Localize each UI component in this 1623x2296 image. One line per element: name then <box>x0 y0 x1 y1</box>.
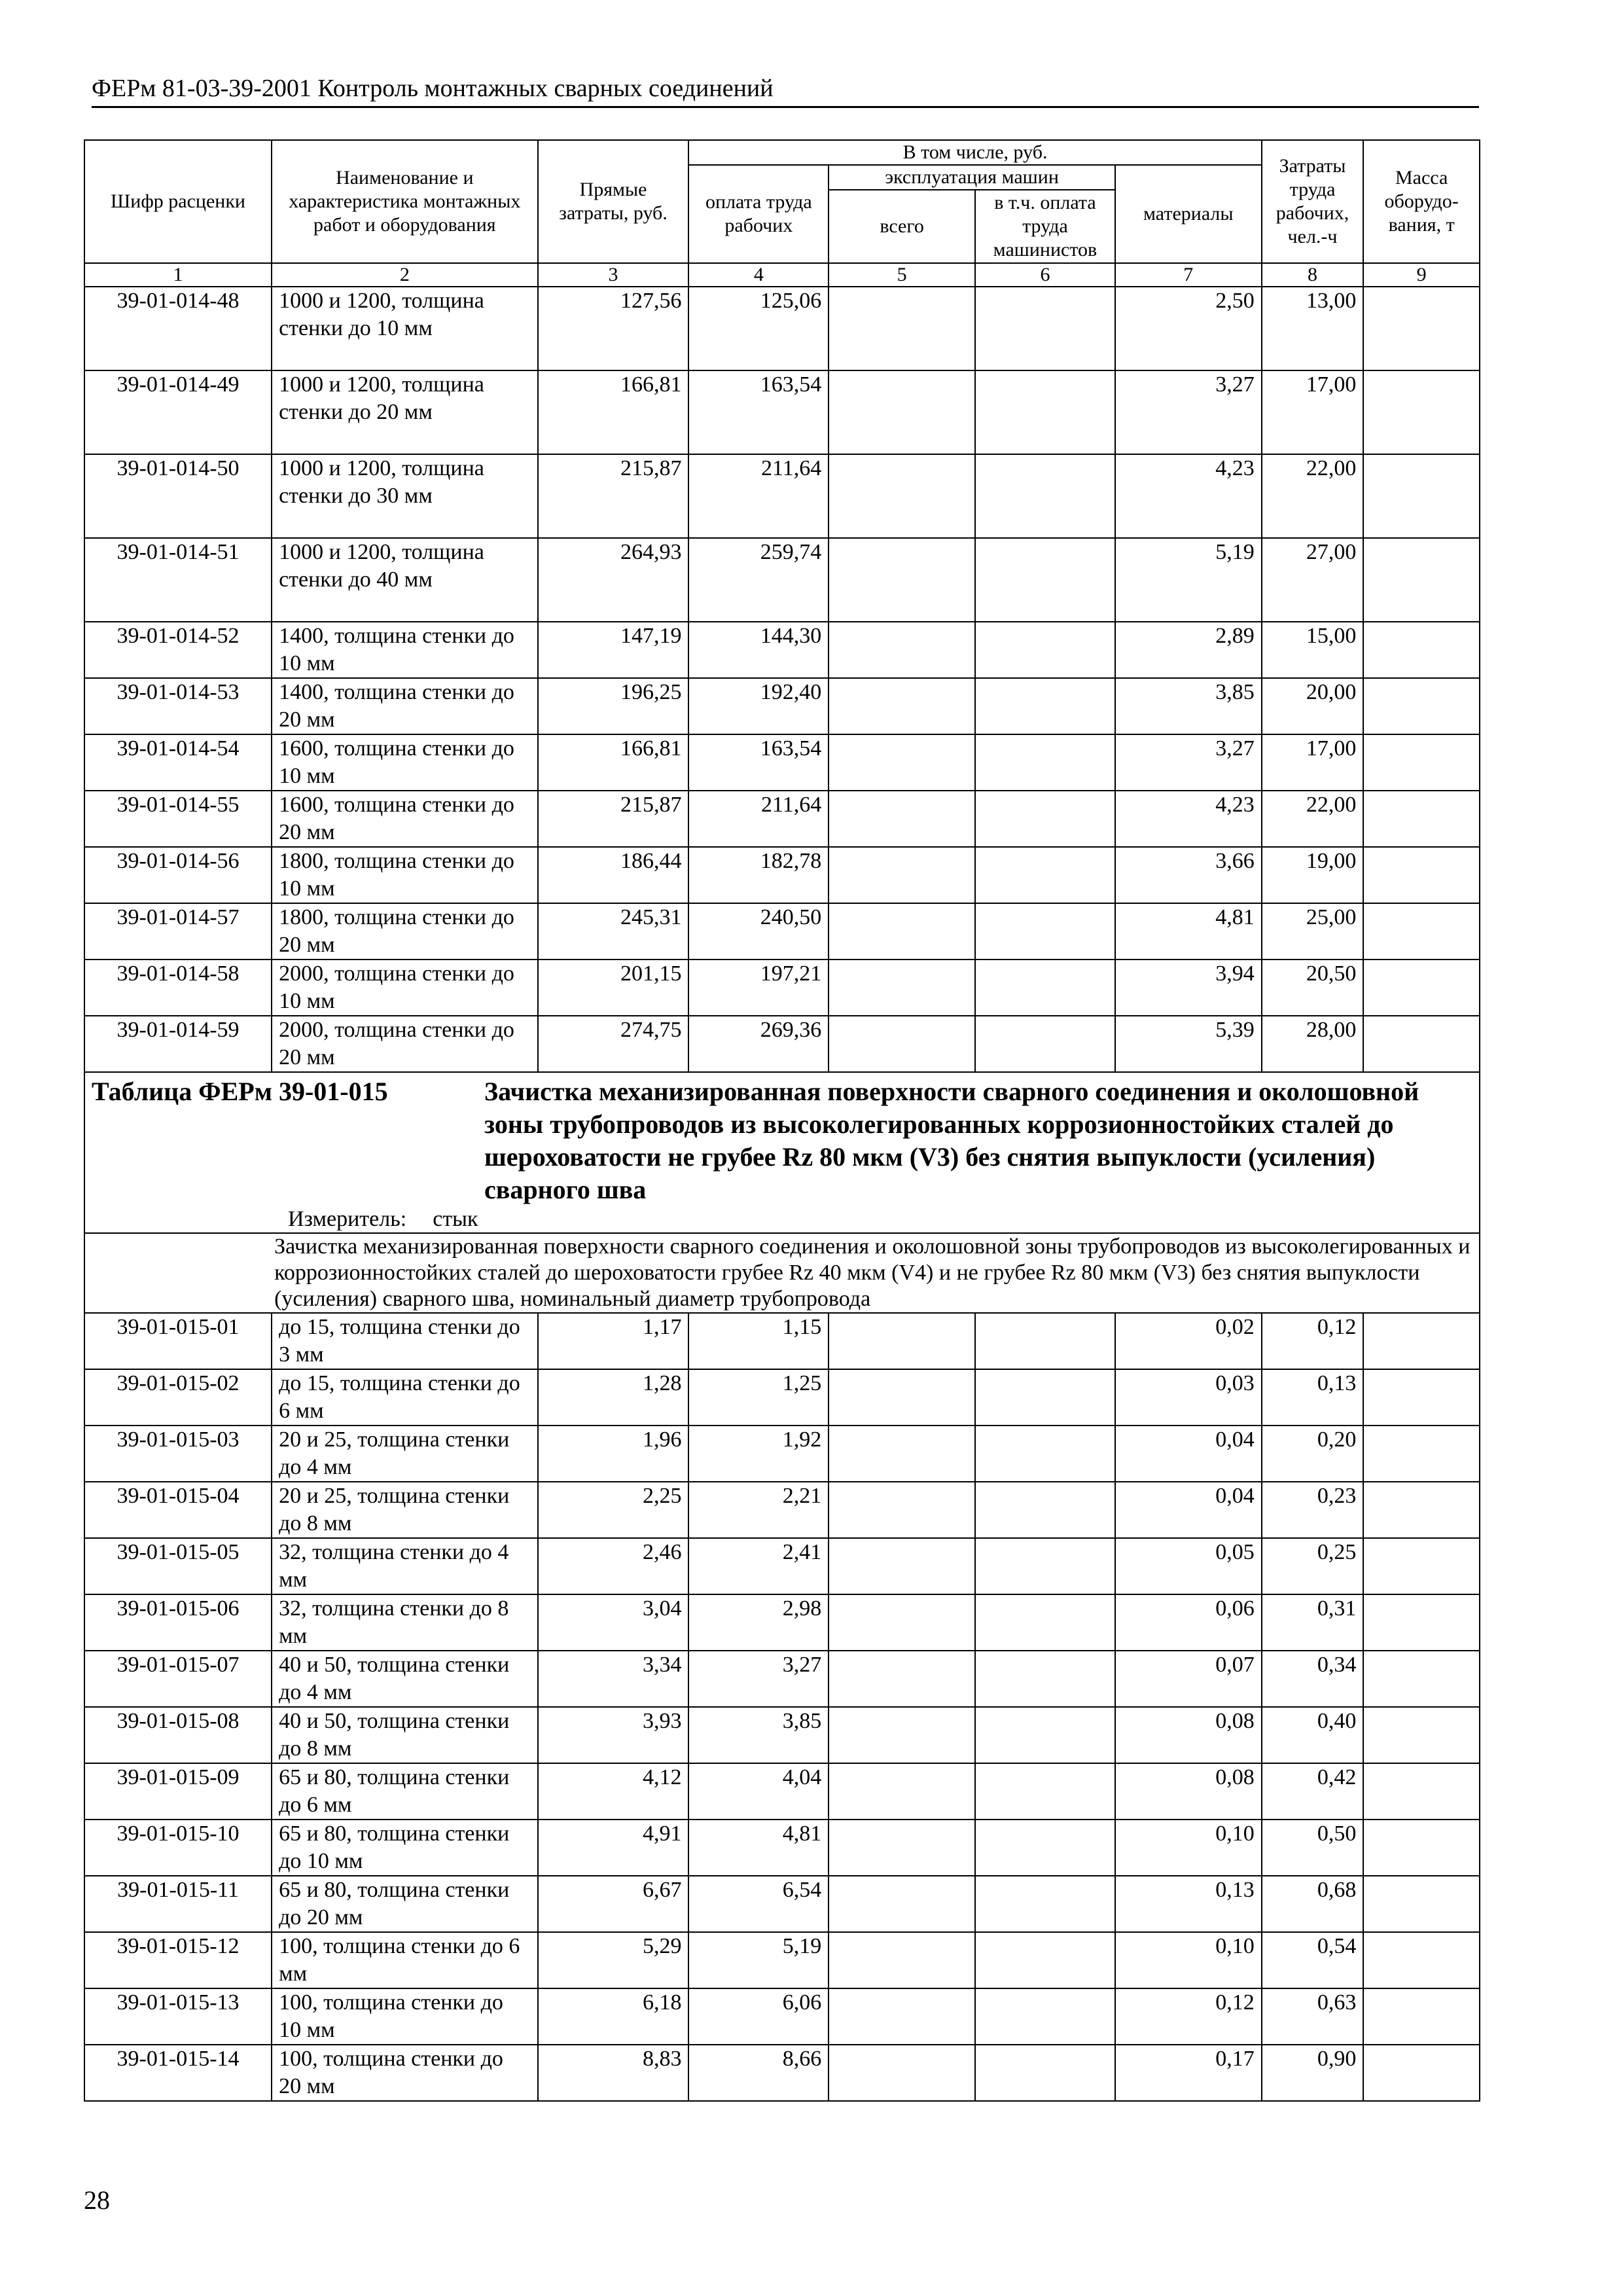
row-name: 40 и 50, толщина стенки до 8 мм <box>272 1707 538 1763</box>
row-machines-wages <box>975 847 1115 903</box>
row-direct-cost: 4,12 <box>538 1763 689 1820</box>
row-machines-wages <box>975 1016 1115 1072</box>
row-machines-wages <box>975 287 1115 370</box>
row-machines-wages <box>975 1426 1115 1482</box>
table-row <box>84 1932 1480 1988</box>
table-row <box>84 791 1480 847</box>
row-machines-total <box>829 2045 975 2101</box>
row-labor: 0,31 <box>1262 1594 1364 1651</box>
row-machines-wages <box>975 1988 1115 2045</box>
row-code: 39-01-014-49 <box>84 370 272 454</box>
section-description: Зачистка механизированная поверхности сварного соединения и околошовной зоны трубопроводов из высоколегированных и коррозионностойких сталей до шероховатости грубее Rz 40 мкм (V4) и не грубее Rz 80 мкм (V3) без снятия выпуклости (усиления) сварного шва, номинальный диаметр трубопровода <box>272 1233 1480 1313</box>
row-direct-cost: 215,87 <box>538 454 689 538</box>
row-machines-total <box>829 287 975 370</box>
row-machines-total <box>829 1763 975 1820</box>
column-number: 1 <box>84 263 272 287</box>
row-wages: 163,54 <box>688 370 829 454</box>
row-labor: 28,00 <box>1262 1016 1364 1072</box>
table-caption-row <box>84 1072 1480 1233</box>
row-direct-cost: 215,87 <box>538 791 689 847</box>
row-machines-total <box>829 1876 975 1932</box>
row-wages: 4,81 <box>688 1820 829 1876</box>
column-numbers-row <box>84 263 1480 287</box>
row-wages: 259,74 <box>688 538 829 622</box>
row-machines-wages <box>975 370 1115 454</box>
row-machines-wages <box>975 1369 1115 1426</box>
row-labor: 0,40 <box>1262 1707 1364 1763</box>
row-materials: 0,08 <box>1115 1707 1262 1763</box>
row-name: 1600, толщина стенки до 10 мм <box>272 734 538 791</box>
row-machines-total <box>829 1932 975 1988</box>
row-direct-cost: 245,31 <box>538 903 689 960</box>
column-number: 3 <box>538 263 689 287</box>
row-mass <box>1363 1482 1480 1538</box>
row-wages: 1,15 <box>688 1313 829 1369</box>
row-mass <box>1363 1594 1480 1651</box>
header-machines-group: эксплуатация машин <box>829 165 1115 190</box>
table-row <box>84 1313 1480 1369</box>
row-wages: 5,19 <box>688 1932 829 1988</box>
row-direct-cost: 201,15 <box>538 960 689 1016</box>
row-code: 39-01-014-59 <box>84 1016 272 1072</box>
table-row <box>84 1369 1480 1426</box>
row-code: 39-01-015-02 <box>84 1369 272 1426</box>
table-row <box>84 678 1480 734</box>
column-number: 2 <box>272 263 538 287</box>
row-wages: 197,21 <box>688 960 829 1016</box>
row-labor: 0,90 <box>1262 2045 1364 2101</box>
row-machines-wages <box>975 538 1115 622</box>
header-incl-group: В том числе, руб. <box>688 140 1261 165</box>
row-mass <box>1363 734 1480 791</box>
row-materials: 0,07 <box>1115 1651 1262 1707</box>
header-labor: Затраты труда рабочих, чел.-ч <box>1262 140 1364 263</box>
row-materials: 0,04 <box>1115 1426 1262 1482</box>
row-wages: 4,04 <box>688 1763 829 1820</box>
row-materials: 0,06 <box>1115 1594 1262 1651</box>
row-code: 39-01-015-11 <box>84 1876 272 1932</box>
row-direct-cost: 196,25 <box>538 678 689 734</box>
row-name: 20 и 25, толщина стенки до 4 мм <box>272 1426 538 1482</box>
row-code: 39-01-015-05 <box>84 1538 272 1594</box>
row-mass <box>1363 1876 1480 1932</box>
row-direct-cost: 1,28 <box>538 1369 689 1426</box>
row-machines-total <box>829 1988 975 2045</box>
table-row <box>84 1594 1480 1651</box>
row-code: 39-01-015-14 <box>84 2045 272 2101</box>
row-mass <box>1363 791 1480 847</box>
row-labor: 0,25 <box>1262 1538 1364 1594</box>
row-materials: 4,23 <box>1115 791 1262 847</box>
row-direct-cost: 127,56 <box>538 287 689 370</box>
table-label: Таблица ФЕРм 39-01-015 <box>92 1077 388 1106</box>
row-direct-cost: 2,25 <box>538 1482 689 1538</box>
table-body-015 <box>84 1313 1480 2101</box>
row-machines-wages <box>975 1707 1115 1763</box>
row-direct-cost: 186,44 <box>538 847 689 903</box>
row-machines-wages <box>975 734 1115 791</box>
meter-value: стык <box>433 1207 478 1231</box>
row-machines-total <box>829 1594 975 1651</box>
table-row <box>84 370 1480 454</box>
row-code: 39-01-015-12 <box>84 1932 272 1988</box>
row-machines-total <box>829 1651 975 1707</box>
table-row <box>84 538 1480 622</box>
table-row <box>84 1988 1480 2045</box>
row-materials: 0,08 <box>1115 1763 1262 1820</box>
row-wages: 1,25 <box>688 1369 829 1426</box>
column-number: 9 <box>1363 263 1480 287</box>
row-wages: 2,41 <box>688 1538 829 1594</box>
column-number: 7 <box>1115 263 1262 287</box>
row-materials: 5,39 <box>1115 1016 1262 1072</box>
row-mass <box>1363 1313 1480 1369</box>
row-machines-wages <box>975 1763 1115 1820</box>
row-name: 1000 и 1200, толщина стенки до 10 мм <box>272 287 538 370</box>
row-direct-cost: 166,81 <box>538 370 689 454</box>
row-mass <box>1363 454 1480 538</box>
meter-label: Измеритель: <box>288 1207 407 1231</box>
table-row <box>84 1651 1480 1707</box>
section-description-row <box>84 1233 1480 1313</box>
row-direct-cost: 3,93 <box>538 1707 689 1763</box>
row-wages: 6,06 <box>688 1988 829 2045</box>
row-machines-total <box>829 1482 975 1538</box>
row-mass <box>1363 903 1480 960</box>
row-code: 39-01-014-57 <box>84 903 272 960</box>
row-materials: 0,13 <box>1115 1876 1262 1932</box>
row-machines-wages <box>975 1876 1115 1932</box>
table-row <box>84 1426 1480 1482</box>
row-direct-cost: 166,81 <box>538 734 689 791</box>
row-machines-total <box>829 622 975 678</box>
row-mass <box>1363 538 1480 622</box>
row-machines-total <box>829 1538 975 1594</box>
page-number: 28 <box>84 2185 110 2215</box>
row-direct-cost: 5,29 <box>538 1932 689 1988</box>
row-name: 65 и 80, толщина стенки до 10 мм <box>272 1820 538 1876</box>
table-row <box>84 1482 1480 1538</box>
row-name: 1800, толщина стенки до 20 мм <box>272 903 538 960</box>
row-machines-wages <box>975 2045 1115 2101</box>
row-materials: 5,19 <box>1115 538 1262 622</box>
row-mass <box>1363 1538 1480 1594</box>
row-labor: 0,63 <box>1262 1988 1364 2045</box>
row-name: 1800, толщина стенки до 10 мм <box>272 847 538 903</box>
row-labor: 15,00 <box>1262 622 1364 678</box>
row-machines-wages <box>975 454 1115 538</box>
row-mass <box>1363 370 1480 454</box>
row-machines-total <box>829 1707 975 1763</box>
row-machines-total <box>829 960 975 1016</box>
table-row <box>84 734 1480 791</box>
row-direct-cost: 2,46 <box>538 1538 689 1594</box>
row-name: 65 и 80, толщина стенки до 6 мм <box>272 1763 538 1820</box>
row-labor: 0,68 <box>1262 1876 1364 1932</box>
row-materials: 2,50 <box>1115 287 1262 370</box>
row-wages: 6,54 <box>688 1876 829 1932</box>
table-row <box>84 2045 1480 2101</box>
row-materials: 3,85 <box>1115 678 1262 734</box>
row-labor: 0,54 <box>1262 1932 1364 1988</box>
row-code: 39-01-014-52 <box>84 622 272 678</box>
header-code: Шифр расценки <box>84 140 272 263</box>
row-wages: 3,27 <box>688 1651 829 1707</box>
row-name: 20 и 25, толщина стенки до 8 мм <box>272 1482 538 1538</box>
row-mass <box>1363 1426 1480 1482</box>
row-machines-total <box>829 903 975 960</box>
row-materials: 0,05 <box>1115 1538 1262 1594</box>
row-name: 1600, толщина стенки до 20 мм <box>272 791 538 847</box>
header-mass: Масса оборудо-вания, т <box>1363 140 1480 263</box>
table-row <box>84 960 1480 1016</box>
row-machines-wages <box>975 960 1115 1016</box>
row-code: 39-01-015-08 <box>84 1707 272 1763</box>
row-mass <box>1363 1651 1480 1707</box>
row-machines-wages <box>975 1538 1115 1594</box>
row-labor: 17,00 <box>1262 370 1364 454</box>
row-wages: 182,78 <box>688 847 829 903</box>
header-materials: материалы <box>1115 165 1262 263</box>
column-number: 5 <box>829 263 975 287</box>
row-wages: 125,06 <box>688 287 829 370</box>
header-name: Наименование и характеристика монтажных работ и оборудования <box>272 140 538 263</box>
row-direct-cost: 264,93 <box>538 538 689 622</box>
page-header: ФЕРм 81-03-39-2001 Контроль монтажных сварных соединений <box>92 73 1479 108</box>
row-labor: 0,23 <box>1262 1482 1364 1538</box>
row-wages: 211,64 <box>688 454 829 538</box>
header-direct: Прямые затраты, руб. <box>538 140 689 263</box>
row-materials: 4,23 <box>1115 454 1262 538</box>
table-row <box>84 622 1480 678</box>
row-direct-cost: 147,19 <box>538 622 689 678</box>
row-wages: 211,64 <box>688 791 829 847</box>
row-code: 39-01-015-13 <box>84 1988 272 2045</box>
row-labor: 0,34 <box>1262 1651 1364 1707</box>
row-name: 1400, толщина стенки до 20 мм <box>272 678 538 734</box>
row-code: 39-01-014-48 <box>84 287 272 370</box>
row-name: 2000, толщина стенки до 20 мм <box>272 1016 538 1072</box>
row-code: 39-01-014-55 <box>84 791 272 847</box>
row-machines-total <box>829 454 975 538</box>
row-name: 32, толщина стенки до 8 мм <box>272 1594 538 1651</box>
table-row <box>84 1016 1480 1072</box>
row-code: 39-01-015-04 <box>84 1482 272 1538</box>
row-code: 39-01-015-06 <box>84 1594 272 1651</box>
row-mass <box>1363 1820 1480 1876</box>
row-name: 1000 и 1200, толщина стенки до 30 мм <box>272 454 538 538</box>
row-labor: 13,00 <box>1262 287 1364 370</box>
row-wages: 163,54 <box>688 734 829 791</box>
row-direct-cost: 1,17 <box>538 1313 689 1369</box>
row-mass <box>1363 1369 1480 1426</box>
row-machines-total <box>829 1313 975 1369</box>
row-mass <box>1363 678 1480 734</box>
row-materials: 3,94 <box>1115 960 1262 1016</box>
column-number: 4 <box>688 263 829 287</box>
row-name: 32, толщина стенки до 4 мм <box>272 1538 538 1594</box>
row-direct-cost: 3,34 <box>538 1651 689 1707</box>
row-materials: 3,27 <box>1115 734 1262 791</box>
row-machines-wages <box>975 1932 1115 1988</box>
row-code: 39-01-015-09 <box>84 1763 272 1820</box>
table-body-014 <box>84 287 1480 1072</box>
header-machines-total: всего <box>829 190 975 263</box>
row-name: 100, толщина стенки до 10 мм <box>272 1988 538 2045</box>
row-code: 39-01-015-03 <box>84 1426 272 1482</box>
row-mass <box>1363 287 1480 370</box>
row-labor: 20,00 <box>1262 678 1364 734</box>
row-materials: 3,27 <box>1115 370 1262 454</box>
row-name: 2000, толщина стенки до 10 мм <box>272 960 538 1016</box>
row-machines-total <box>829 1016 975 1072</box>
row-mass <box>1363 960 1480 1016</box>
row-wages: 144,30 <box>688 622 829 678</box>
table-row <box>84 454 1480 538</box>
row-machines-total <box>829 370 975 454</box>
row-labor: 19,00 <box>1262 847 1364 903</box>
row-machines-total <box>829 1426 975 1482</box>
row-name: 65 и 80, толщина стенки до 20 мм <box>272 1876 538 1932</box>
row-code: 39-01-014-51 <box>84 538 272 622</box>
row-mass <box>1363 1763 1480 1820</box>
row-machines-wages <box>975 1313 1115 1369</box>
row-materials: 0,17 <box>1115 2045 1262 2101</box>
rates-table <box>84 139 1480 2102</box>
row-code: 39-01-015-10 <box>84 1820 272 1876</box>
row-mass <box>1363 1988 1480 2045</box>
row-code: 39-01-014-54 <box>84 734 272 791</box>
row-labor: 20,50 <box>1262 960 1364 1016</box>
row-mass <box>1363 1932 1480 1988</box>
row-machines-wages <box>975 1594 1115 1651</box>
row-code: 39-01-014-53 <box>84 678 272 734</box>
row-machines-total <box>829 678 975 734</box>
row-mass <box>1363 622 1480 678</box>
table-row <box>84 1820 1480 1876</box>
row-materials: 0,02 <box>1115 1313 1262 1369</box>
row-mass <box>1363 847 1480 903</box>
row-wages: 240,50 <box>688 903 829 960</box>
row-labor: 25,00 <box>1262 903 1364 960</box>
row-code: 39-01-015-01 <box>84 1313 272 1369</box>
row-labor: 27,00 <box>1262 538 1364 622</box>
row-labor: 0,50 <box>1262 1820 1364 1876</box>
row-wages: 2,21 <box>688 1482 829 1538</box>
row-labor: 17,00 <box>1262 734 1364 791</box>
row-machines-total <box>829 847 975 903</box>
row-machines-total <box>829 734 975 791</box>
row-name: 1000 и 1200, толщина стенки до 20 мм <box>272 370 538 454</box>
row-materials: 0,10 <box>1115 1932 1262 1988</box>
row-machines-total <box>829 1820 975 1876</box>
row-name: до 15, толщина стенки до 3 мм <box>272 1313 538 1369</box>
row-name: 1400, толщина стенки до 10 мм <box>272 622 538 678</box>
row-materials: 4,81 <box>1115 903 1262 960</box>
row-machines-wages <box>975 1820 1115 1876</box>
row-direct-cost: 4,91 <box>538 1820 689 1876</box>
row-materials: 0,04 <box>1115 1482 1262 1538</box>
row-machines-wages <box>975 903 1115 960</box>
row-materials: 0,03 <box>1115 1369 1262 1426</box>
row-machines-total <box>829 1369 975 1426</box>
row-labor: 0,13 <box>1262 1369 1364 1426</box>
meter-line <box>92 1206 1472 1232</box>
row-code: 39-01-014-56 <box>84 847 272 903</box>
table-row <box>84 903 1480 960</box>
row-machines-wages <box>975 1482 1115 1538</box>
row-name: 100, толщина стенки до 6 мм <box>272 1932 538 1988</box>
row-name: 40 и 50, толщина стенки до 4 мм <box>272 1651 538 1707</box>
row-labor: 22,00 <box>1262 454 1364 538</box>
table-row <box>84 1707 1480 1763</box>
row-materials: 2,89 <box>1115 622 1262 678</box>
row-labor: 0,42 <box>1262 1763 1364 1820</box>
row-name: до 15, толщина стенки до 6 мм <box>272 1369 538 1426</box>
row-direct-cost: 6,18 <box>538 1988 689 2045</box>
row-labor: 22,00 <box>1262 791 1364 847</box>
column-number: 6 <box>975 263 1115 287</box>
row-machines-total <box>829 791 975 847</box>
table-row <box>84 1538 1480 1594</box>
row-mass <box>1363 2045 1480 2101</box>
row-wages: 1,92 <box>688 1426 829 1482</box>
row-labor: 0,12 <box>1262 1313 1364 1369</box>
table-row <box>84 847 1480 903</box>
row-code: 39-01-014-50 <box>84 454 272 538</box>
row-name: 100, толщина стенки до 20 мм <box>272 2045 538 2101</box>
row-direct-cost: 274,75 <box>538 1016 689 1072</box>
row-materials: 0,10 <box>1115 1820 1262 1876</box>
row-mass <box>1363 1707 1480 1763</box>
header-machines-wages: в т.ч. оплата труда машинистов <box>975 190 1115 263</box>
row-wages: 2,98 <box>688 1594 829 1651</box>
row-direct-cost: 3,04 <box>538 1594 689 1651</box>
row-direct-cost: 6,67 <box>538 1876 689 1932</box>
row-code: 39-01-014-58 <box>84 960 272 1016</box>
table-row <box>84 1763 1480 1820</box>
row-machines-total <box>829 538 975 622</box>
row-machines-wages <box>975 678 1115 734</box>
row-machines-wages <box>975 1651 1115 1707</box>
row-machines-wages <box>975 791 1115 847</box>
row-mass <box>1363 1016 1480 1072</box>
table-row <box>84 1876 1480 1932</box>
row-direct-cost: 8,83 <box>538 2045 689 2101</box>
row-code: 39-01-015-07 <box>84 1651 272 1707</box>
row-wages: 192,40 <box>688 678 829 734</box>
row-materials: 0,12 <box>1115 1988 1262 2045</box>
row-materials: 3,66 <box>1115 847 1262 903</box>
table-row <box>84 287 1480 370</box>
row-wages: 269,36 <box>688 1016 829 1072</box>
table-title: Зачистка механизированная поверхности сварного соединения и околошовной зоны трубопроводов из высоколегированных коррозионностойких сталей до шероховатости не грубее Rz 80 мкм (V3) без снятия выпуклости (усиления) сварного шва <box>484 1077 1419 1204</box>
row-wages: 8,66 <box>688 2045 829 2101</box>
row-name: 1000 и 1200, толщина стенки до 40 мм <box>272 538 538 622</box>
row-machines-wages <box>975 622 1115 678</box>
column-number: 8 <box>1262 263 1364 287</box>
row-wages: 3,85 <box>688 1707 829 1763</box>
row-labor: 0,20 <box>1262 1426 1364 1482</box>
row-direct-cost: 1,96 <box>538 1426 689 1482</box>
header-wages: оплата труда рабочих <box>688 165 829 263</box>
